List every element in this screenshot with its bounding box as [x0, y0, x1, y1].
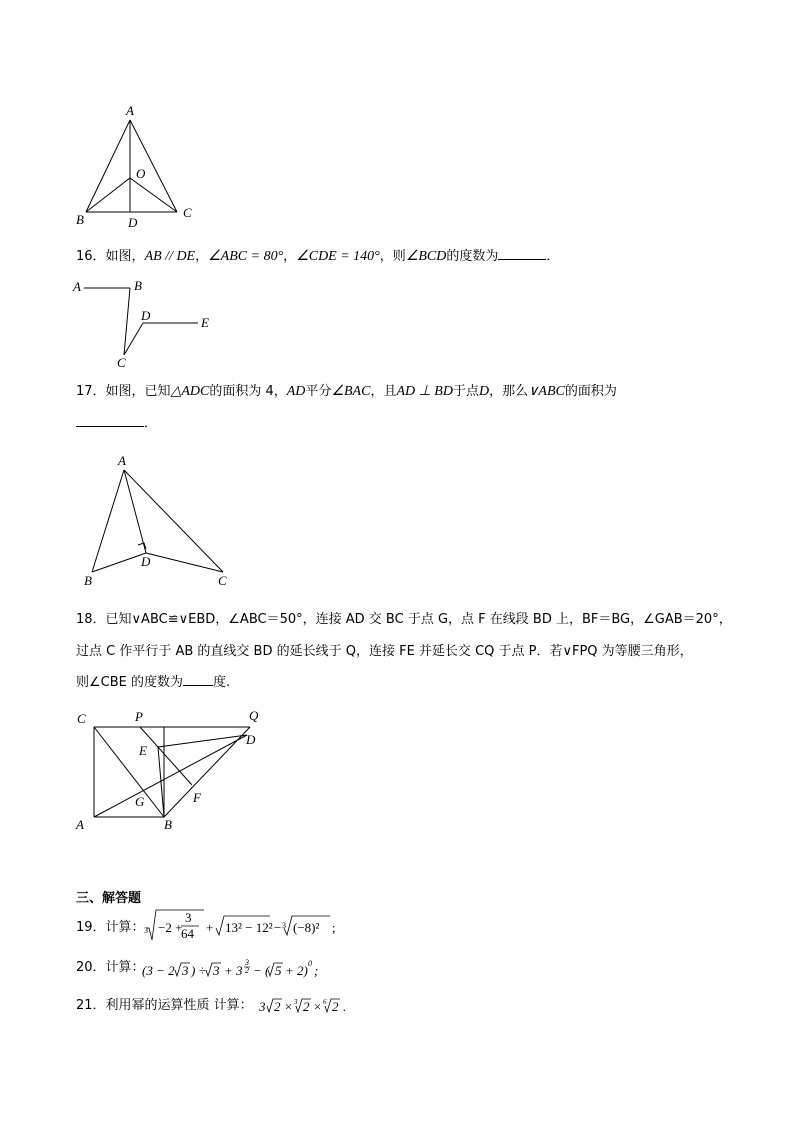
question-19: 19．计算： [76, 920, 145, 935]
label-a: A [76, 817, 84, 832]
question-21: 21．利用幂的运算性质 计算： [76, 998, 253, 1013]
question-18-line3: 则∠CBE 的度数为 度. [76, 675, 231, 690]
label-d: D [141, 308, 151, 323]
svg-text:.: . [343, 999, 347, 1014]
svg-text:3: 3 [294, 998, 298, 1006]
label-p: P [135, 709, 143, 724]
svg-text:+ 2): + 2) [285, 963, 308, 978]
label-f: F [193, 790, 201, 805]
question-18-line1: 18．已知∨ABC≌∨EBD，∠ABC＝50°，连接 AD 交 BC 于点 G，点 F 在线段 BD 上，BF＝BG，∠GAB＝20°， [76, 612, 732, 627]
label-e: E [201, 315, 209, 330]
label-b: B [134, 278, 142, 293]
svg-text:−2 +: −2 + [158, 920, 183, 935]
svg-text:3: 3 [259, 999, 266, 1014]
svg-text:3: 3 [185, 910, 192, 925]
label-c: C [77, 711, 86, 726]
svg-text:2: 2 [274, 999, 281, 1014]
formula-q19 [144, 906, 344, 946]
answer-blank[interactable] [498, 247, 546, 260]
svg-text:3: 3 [245, 958, 249, 967]
svg-text:;: ; [314, 963, 319, 978]
label-d: D [246, 732, 256, 747]
svg-text:3: 3 [144, 926, 148, 935]
answer-blank[interactable] [76, 414, 144, 427]
svg-text:− (: − ( [253, 963, 270, 978]
svg-text:(3 − 2: (3 − 2 [142, 963, 175, 978]
label-g: G [135, 794, 145, 809]
label-b: B [76, 212, 84, 227]
svg-text:2: 2 [303, 999, 310, 1014]
svg-text:2: 2 [332, 999, 339, 1014]
svg-text:(−8)²: (−8)² [293, 920, 320, 935]
svg-text:3: 3 [282, 921, 286, 930]
label-q: Q [249, 708, 259, 723]
label-b: B [84, 573, 92, 588]
question-16: 16．如图，AB // DE，∠ABC = 80°，∠CDE = 140°，则∠BCD的度数为 ． [76, 249, 560, 264]
svg-text:−: − [274, 920, 282, 935]
question-17: 17．如图，已知△ADC的面积为 4，AD平分∠BAC，且AD ⊥ BD于点D，那么∨ABC的面积为 [76, 384, 617, 399]
label-d: D [128, 215, 138, 230]
figure-q17 [78, 450, 248, 590]
figure-q18 [72, 705, 272, 845]
answer-blank[interactable] [183, 673, 213, 686]
svg-text:3: 3 [182, 963, 189, 978]
label-d: D [141, 554, 151, 569]
svg-text:×: × [284, 999, 293, 1014]
svg-text:0: 0 [308, 959, 312, 968]
figure-triangle-abo [72, 100, 202, 230]
label-b: B [164, 817, 172, 832]
svg-text:;: ; [332, 920, 336, 935]
label-e: E [139, 743, 147, 758]
label-a: A [118, 453, 126, 468]
svg-text:5: 5 [275, 963, 282, 978]
svg-text:6: 6 [323, 998, 327, 1006]
svg-text:+ 3: + 3 [224, 963, 243, 978]
svg-text:+: + [206, 920, 214, 935]
svg-text:×: × [313, 999, 322, 1014]
label-o: O [136, 166, 146, 181]
question-18-line2: 过点 C 作平行于 AB 的直线交 BD 的延长线于 Q，连接 FE 并延长交 CQ 于点 P．若∨FPQ 为等腰三角形， [76, 644, 693, 659]
label-a: A [126, 103, 134, 118]
label-c: C [117, 355, 126, 370]
svg-text:13² − 12²: 13² − 12² [225, 920, 273, 935]
svg-text:3: 3 [213, 963, 220, 978]
formula-q21 [257, 993, 367, 1019]
section-heading: 三、解答题 [76, 891, 142, 906]
label-c: C [183, 205, 192, 220]
svg-text:64: 64 [181, 926, 194, 941]
svg-text:2: 2 [245, 966, 249, 975]
question-20: 20．计算： [76, 960, 145, 975]
question-17-answer: ． [76, 414, 157, 434]
label-c: C [218, 573, 227, 588]
label-a: A [73, 279, 81, 294]
figure-q16 [70, 275, 230, 375]
formula-q20 [142, 953, 342, 983]
svg-text:) ÷: ) ÷ [191, 963, 206, 978]
